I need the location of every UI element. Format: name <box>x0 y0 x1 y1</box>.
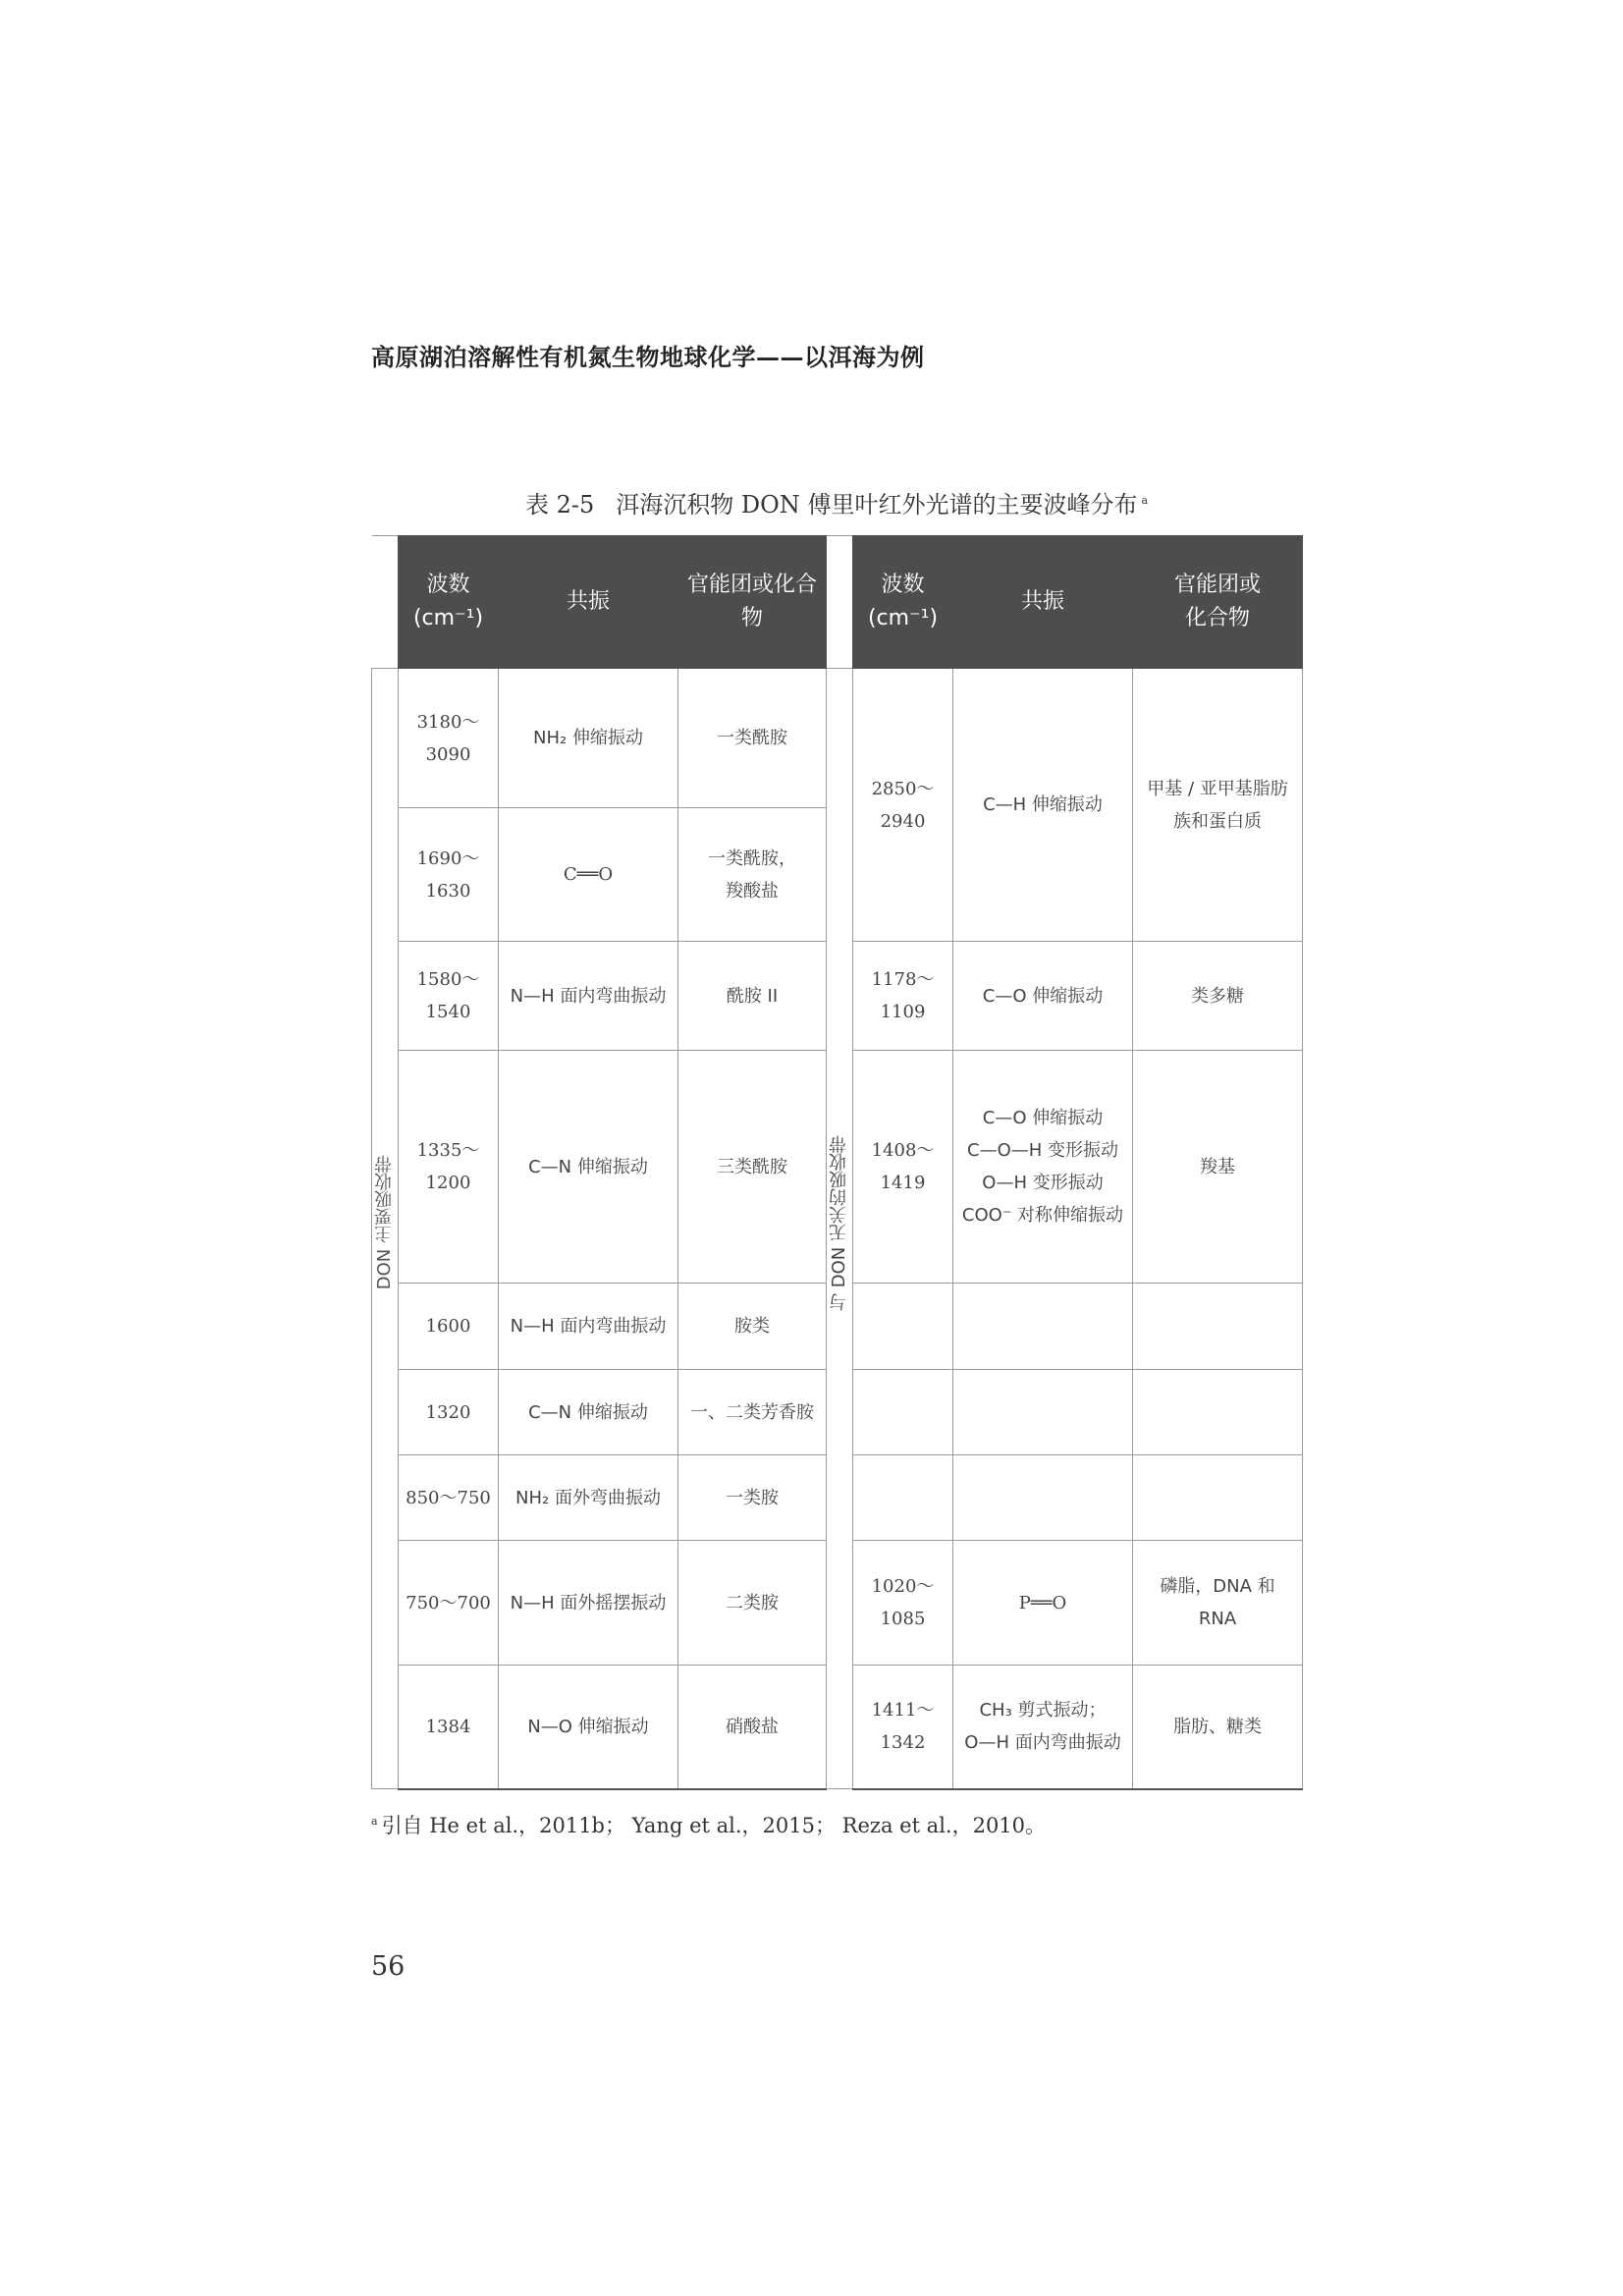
empty-cell <box>853 1370 953 1455</box>
group-cell: 甲基 / 亚甲基脂肪 族和蛋白质 <box>1133 669 1303 942</box>
page-number: 56 <box>371 1951 406 1982</box>
wavenumber-cell: 1178～1109 <box>853 942 953 1051</box>
running-head: 高原湖泊溶解性有机氮生物地球化学——以洱海为例 <box>371 343 925 371</box>
header-group-right: 官能团或 化合物 <box>1133 536 1303 669</box>
group-cell: 类多糖 <box>1133 942 1303 1051</box>
table-title: 洱海沉积物 DON 傅里叶红外光谱的主要波峰分布 <box>616 491 1138 519</box>
footnote-mark: a <box>371 1815 378 1828</box>
wavenumber-cell: 1320 <box>399 1370 499 1455</box>
wavenumber-cell: 1600 <box>399 1284 499 1370</box>
header-wavenumber-left: 波数 (cm⁻¹) <box>399 536 499 669</box>
wavenumber-cell: 750～700 <box>399 1541 499 1666</box>
group-cell: 三类酰胺 <box>678 1051 827 1284</box>
group-cell: 羧基 <box>1133 1051 1303 1284</box>
header-band-spacer-right <box>827 536 853 669</box>
resonance-cell: C—O 伸缩振动 <box>953 942 1133 1051</box>
empty-cell <box>1133 1284 1303 1370</box>
empty-cell <box>1133 1370 1303 1455</box>
table-footnote <box>371 1810 1046 1839</box>
group-cell: 酰胺 II <box>678 942 827 1051</box>
wavenumber-cell: 1411～1342 <box>853 1666 953 1789</box>
wavenumber-cell: 2850～2940 <box>853 669 953 942</box>
empty-cell <box>853 1284 953 1370</box>
ftir-peak-table <box>371 535 1303 1790</box>
header-band-spacer-left <box>372 536 399 669</box>
resonance-cell: C══O <box>499 808 678 942</box>
group-cell: 二类胺 <box>678 1541 827 1666</box>
empty-cell <box>953 1284 1133 1370</box>
resonance-cell: CH₃ 剪式振动； O—H 面内弯曲振动 <box>953 1666 1133 1789</box>
resonance-cell: N—O 伸缩振动 <box>499 1666 678 1789</box>
footnote-text: 引自 He et al.，2011b； Yang et al.，2015； Reza et al.，2010。 <box>381 1814 1047 1837</box>
group-cell: 一类酰胺， 羧酸盐 <box>678 808 827 942</box>
resonance-cell: C—N 伸缩振动 <box>499 1370 678 1455</box>
wavenumber-cell: 1408～1419 <box>853 1051 953 1284</box>
table-header-row <box>372 536 1303 669</box>
group-cell: 硝酸盐 <box>678 1666 827 1789</box>
table-number: 表 2-5 <box>524 491 595 519</box>
header-resonance-right: 共振 <box>953 536 1133 669</box>
wavenumber-cell: 850～750 <box>399 1455 499 1541</box>
caption-footnote-mark: a <box>1141 494 1149 507</box>
resonance-cell: C—N 伸缩振动 <box>499 1051 678 1284</box>
wavenumber-cell: 1580～1540 <box>399 942 499 1051</box>
group-cell: 一、二类芳香胺 <box>678 1370 827 1455</box>
wavenumber-cell: 3180～3090 <box>399 669 499 808</box>
empty-cell <box>953 1455 1133 1541</box>
header-wavenumber-right: 波数 (cm⁻¹) <box>853 536 953 669</box>
group-cell: 一类胺 <box>678 1455 827 1541</box>
header-resonance-left: 共振 <box>499 536 678 669</box>
resonance-cell: N—H 面内弯曲振动 <box>499 942 678 1051</box>
group-cell: 脂肪、糖类 <box>1133 1666 1303 1789</box>
group-cell: 磷脂，DNA 和 RNA <box>1133 1541 1303 1666</box>
wavenumber-cell: 1690～1630 <box>399 808 499 942</box>
resonance-cell: NH₂ 伸缩振动 <box>499 669 678 808</box>
band-label-non-don: 与 DON 无关的吸收带 <box>827 669 853 1789</box>
band-label-don-main: DON 主要吸收带 <box>372 669 399 1789</box>
resonance-cell: N—H 面外摇摆振动 <box>499 1541 678 1666</box>
wavenumber-cell: 1020～1085 <box>853 1541 953 1666</box>
table-row <box>372 669 1303 808</box>
resonance-cell: NH₂ 面外弯曲振动 <box>499 1455 678 1541</box>
resonance-cell: P══O <box>953 1541 1133 1666</box>
empty-cell <box>853 1455 953 1541</box>
group-cell: 胺类 <box>678 1284 827 1370</box>
group-cell: 一类酰胺 <box>678 669 827 808</box>
resonance-cell: C—O 伸缩振动 C—O—H 变形振动 O—H 变形振动 COO⁻ 对称伸缩振动 <box>953 1051 1133 1284</box>
resonance-cell: N—H 面内弯曲振动 <box>499 1284 678 1370</box>
wavenumber-cell: 1384 <box>399 1666 499 1789</box>
empty-cell <box>1133 1455 1303 1541</box>
resonance-cell: C—H 伸缩振动 <box>953 669 1133 942</box>
empty-cell <box>953 1370 1133 1455</box>
table-caption <box>371 485 1302 519</box>
wavenumber-cell: 1335～1200 <box>399 1051 499 1284</box>
header-group-left: 官能团或化合物 <box>678 536 827 669</box>
